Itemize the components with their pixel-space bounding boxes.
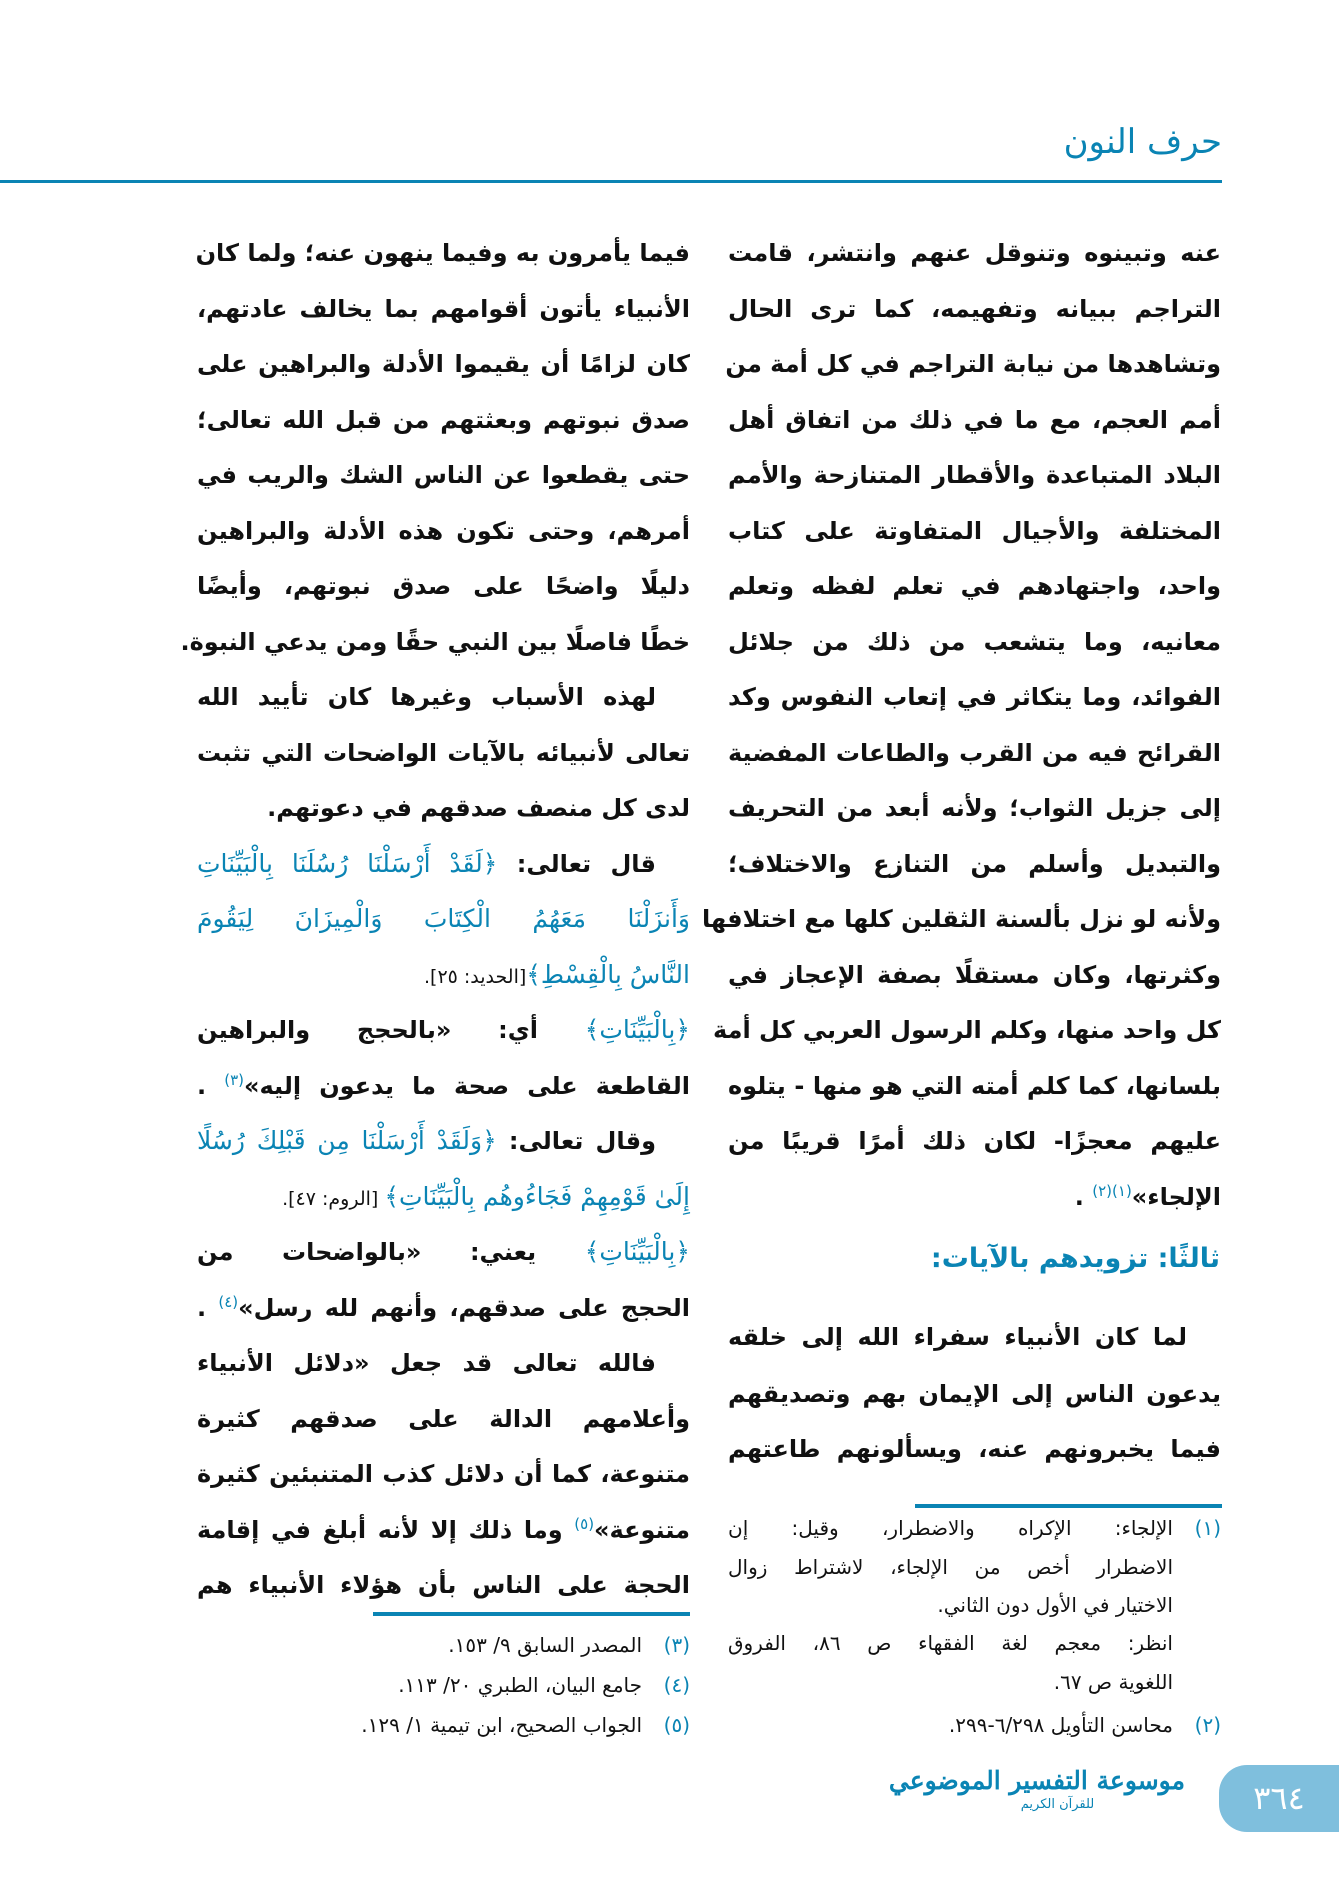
text-segment: الفوائد، وما يتكاثر في إتعاب النفوس وكد <box>728 683 1221 711</box>
footnote-line <box>728 1706 1221 1744</box>
text-line <box>197 891 690 947</box>
footnote-text: محاسن التأويل ٦/٢٩٨-٢٩٩. <box>948 1713 1173 1737</box>
text-line <box>728 1058 1221 1114</box>
text-line <box>197 281 690 337</box>
text-line <box>197 669 690 725</box>
text-segment: أي: «بالحجج والبراهين <box>197 1016 585 1044</box>
text-segment: كل واحد منها، وكلم الرسول العربي كل أمة <box>713 1016 1221 1044</box>
text-line <box>197 725 690 781</box>
section-heading: ثالثًا: تزويدهم بالآيات: <box>930 1243 1220 1274</box>
text-segment: أمم العجم، مع ما في ذلك من اتفاق أهل <box>728 405 1221 434</box>
text-line <box>197 1002 690 1058</box>
text-line <box>728 392 1221 448</box>
text-segment: كان لزامًا أن يقيموا الأدلة والبراهين على <box>197 350 690 378</box>
text-segment: . <box>1074 1182 1093 1211</box>
text-line <box>728 1366 1221 1422</box>
footnote-line <box>197 1706 690 1744</box>
text-segment: صدق نبوتهم وبعثتهم من قبل الله تعالى؛ <box>197 405 690 434</box>
footnote-ref[interactable]: (٥) <box>574 1514 595 1533</box>
text-segment: . <box>197 1071 225 1100</box>
text-segment: أمرهم، وحتى تكون هذه الأدلة والبراهين <box>197 516 690 545</box>
text-line <box>713 1002 1221 1058</box>
quran-verse: ﴿لَقَدْ أَرْسَلْنَا رُسُلَنَا بِالْبَيِّنَاتِ <box>197 848 498 878</box>
text-segment: متنوعة» <box>594 1515 690 1544</box>
text-line <box>197 947 690 1003</box>
text-segment: والتبديل وأسلم من التنازع والاختلاف؛ <box>728 849 1221 878</box>
text-line <box>728 1421 1221 1477</box>
text-segment: قال تعالى: <box>497 849 656 878</box>
text-line <box>197 1113 690 1169</box>
text-line <box>197 1502 690 1558</box>
text-segment: البلاد المتباعدة والأقطار المتنازحة والأمم <box>728 461 1221 489</box>
text-segment: المختلفة والأجيال المتفاوتة على كتاب <box>728 516 1221 545</box>
text-segment: الأنبياء يأتون أقوامهم بما يخالف عادتهم، <box>197 294 690 323</box>
logo-title: موسوعة التفسير الموضوعي <box>888 1766 1185 1795</box>
text-segment: حتى يقطعوا عن الناس الشك والريب في <box>197 461 690 489</box>
text-line <box>197 225 690 281</box>
text-line <box>197 447 690 503</box>
text-segment: لهذه الأسباب وغيرها كان تأييد الله <box>197 683 656 711</box>
footnote-line <box>728 1663 1221 1701</box>
footnote-divider-right <box>915 1504 1222 1508</box>
text-segment: التراجم ببيانه وتفهيمه، كما ترى الحال <box>728 294 1221 323</box>
text-segment: عليهم معجزًا- لكان ذلك أمرًا قريبًا من <box>728 1127 1221 1155</box>
text-line <box>728 558 1221 614</box>
text-line <box>197 1280 690 1336</box>
text-line <box>197 392 690 448</box>
footnote-ref[interactable]: (٣) <box>224 1070 244 1089</box>
footnote-text: الاختيار في الأول دون الثاني. <box>937 1593 1173 1617</box>
footnote-line <box>197 1626 690 1664</box>
text-line <box>197 336 690 392</box>
text-line <box>728 1169 1221 1225</box>
text-line <box>728 947 1221 1003</box>
footnote-text: المصدر السابق ٩/ ١٥٣. <box>448 1633 642 1657</box>
text-segment: واحد، واجتهادهم في تعلم لفظه وتعلم <box>728 572 1221 600</box>
footnote-number: (٤) <box>663 1673 690 1697</box>
text-segment: خطًا فاصلًا بين النبي حقًا ومن يدعي النبوة. <box>180 627 690 656</box>
text-line <box>197 1557 690 1613</box>
text-segment: إلى جزيل الثواب؛ ولأنه أبعد من التحريف <box>728 794 1221 822</box>
verse-reference: [الحديد: ٢٥]. <box>423 965 527 988</box>
footnote-line <box>197 1666 690 1704</box>
footnote-text: جامع البيان، الطبري ٢٠/ ١١٣. <box>398 1673 642 1697</box>
text-segment: بلسانها، كما كلم أمته التي هو منها - يتلوه <box>728 1071 1221 1100</box>
text-segment: . <box>197 1293 219 1322</box>
text-segment: لما كان الأنبياء سفراء الله إلى خلقه <box>728 1323 1187 1351</box>
text-line <box>728 1113 1221 1169</box>
footnote-text: الاضطرار أخص من الإلجاء، لاشتراط زوال <box>728 1555 1173 1579</box>
footnote-line <box>728 1509 1221 1547</box>
text-line <box>197 1058 690 1114</box>
text-line <box>728 614 1221 670</box>
text-segment: متنوعة، كما أن دلائل كذب المتنبئين كثيرة <box>197 1460 690 1488</box>
text-line <box>197 1446 690 1502</box>
quran-verse: ﴿بِالْبَيِّنَاتِ﴾ <box>584 1237 690 1266</box>
text-segment: القاطعة على صحة ما يدعون إليه» <box>244 1071 690 1100</box>
text-segment: تعالى لأنبيائه بالآيات الواضحات التي تثبت <box>197 738 690 767</box>
footnote-number: (٢) <box>1194 1713 1221 1737</box>
footnote-line <box>728 1624 1221 1662</box>
header-divider <box>0 180 1222 183</box>
text-line <box>702 891 1221 947</box>
text-line <box>197 1169 690 1225</box>
footnote-text: الإلجاء: الإكراه والاضطرار، وقيل: إن <box>728 1516 1173 1540</box>
text-segment: دليلًا واضحًا على صدق نبوتهم، وأيضًا <box>197 572 690 600</box>
footnote-text: انظر: معجم لغة الفقهاء ص ٨٦، الفروق <box>728 1631 1173 1655</box>
text-segment: وكثرتها، وكان مستقلًا بصفة الإعجاز في <box>728 960 1221 989</box>
text-line <box>180 614 690 670</box>
footnote-number: (٥) <box>663 1713 690 1737</box>
text-segment: يدعون الناس إلى الإيمان بهم وتصديقهم <box>728 1380 1221 1408</box>
text-segment: فالله تعالى قد جعل «دلائل الأنبياء <box>197 1349 656 1377</box>
text-line <box>728 836 1221 892</box>
text-line <box>728 1309 1221 1365</box>
quran-verse: ﴿بِالْبَيِّنَاتِ﴾ <box>584 1015 690 1044</box>
text-segment: وقال تعالى: <box>496 1127 657 1155</box>
footnote-number: (٣) <box>663 1633 690 1657</box>
text-line <box>197 780 690 836</box>
footnote-number: (١) <box>1194 1516 1221 1540</box>
quran-verse: ﴿وَلَقَدْ أَرْسَلْنَا مِن قَبْلِكَ رُسُلًا <box>197 1126 497 1155</box>
footnote-line <box>728 1586 1221 1624</box>
quran-verse: وَأَنزَلْنَا مَعَهُمُ الْكِتَابَ وَالْمِيزَانَ لِيَقُومَ <box>197 904 690 933</box>
text-segment: وأعلامهم الدالة على صدقهم كثيرة <box>197 1404 690 1433</box>
text-line <box>197 503 690 559</box>
footnote-ref[interactable]: (٤) <box>218 1292 239 1311</box>
text-segment: ولأنه لو نزل بألسنة الثقلين كلها مع اختلافها <box>702 905 1221 933</box>
text-line <box>197 1224 690 1280</box>
text-segment: فيما يأمرون به وفيما ينهون عنه؛ ولما كان <box>195 239 690 267</box>
footnote-divider-left <box>373 1612 690 1616</box>
text-segment: عنه وتبينوه وتنوقل عنهم وانتشر، قامت <box>728 239 1221 267</box>
text-line <box>197 558 690 614</box>
text-line <box>197 1391 690 1447</box>
text-segment: فيما يخبرونهم عنه، ويسألونهم طاعتهم <box>728 1435 1221 1463</box>
quran-verse: النَّاسُ بِالْقِسْطِ﴾ <box>526 959 690 989</box>
page-number-badge: ٣٦٤ <box>1219 1765 1339 1832</box>
footnote-line <box>728 1548 1221 1586</box>
footnote-text: الجواب الصحيح، ابن تيمية ١/ ١٢٩. <box>361 1713 642 1737</box>
text-line <box>728 725 1221 781</box>
footnote-text: اللغوية ص ٦٧. <box>1053 1670 1173 1694</box>
text-line <box>197 1335 690 1391</box>
footnote-ref[interactable]: (١)(٢) <box>1092 1181 1132 1200</box>
text-segment: يعني: «بالواضحات من <box>197 1238 585 1266</box>
text-segment: وما ذلك إلا لأنه أبلغ في إقامة <box>197 1515 575 1544</box>
text-line <box>725 336 1221 392</box>
text-line <box>728 447 1221 503</box>
text-segment: لدى كل منصف صدقهم في دعوتهم. <box>267 794 690 822</box>
text-line <box>728 669 1221 725</box>
text-line <box>728 503 1221 559</box>
text-segment: معانيه، وما يتشعب من ذلك من جلائل <box>728 627 1221 656</box>
text-line <box>728 281 1221 337</box>
text-line <box>728 780 1221 836</box>
text-segment: القرائح فيه من القرب والطاعات المفضية <box>728 738 1221 767</box>
text-line <box>728 225 1221 281</box>
text-segment: وتشاهدها من نيابة التراجم في كل أمة من <box>725 350 1221 378</box>
encyclopedia-logo <box>888 1766 1185 1812</box>
verse-reference: [الروم: ٤٧]. <box>282 1187 385 1210</box>
chapter-title: حرف النون <box>1063 122 1222 162</box>
text-segment: الحجة على الناس بأن هؤلاء الأنبياء هم <box>197 1571 690 1599</box>
text-line <box>197 836 690 892</box>
logo-subtitle: للقرآن الكريم <box>1020 1797 1095 1812</box>
text-segment: الإلجاء» <box>1131 1182 1221 1211</box>
quran-verse: إِلَىٰ قَوْمِهِمْ فَجَاءُوهُم بِالْبَيِّنَاتِ﴾ <box>384 1181 690 1211</box>
text-segment: الحجج على صدقهم، وأنهم لله رسل» <box>238 1293 690 1322</box>
